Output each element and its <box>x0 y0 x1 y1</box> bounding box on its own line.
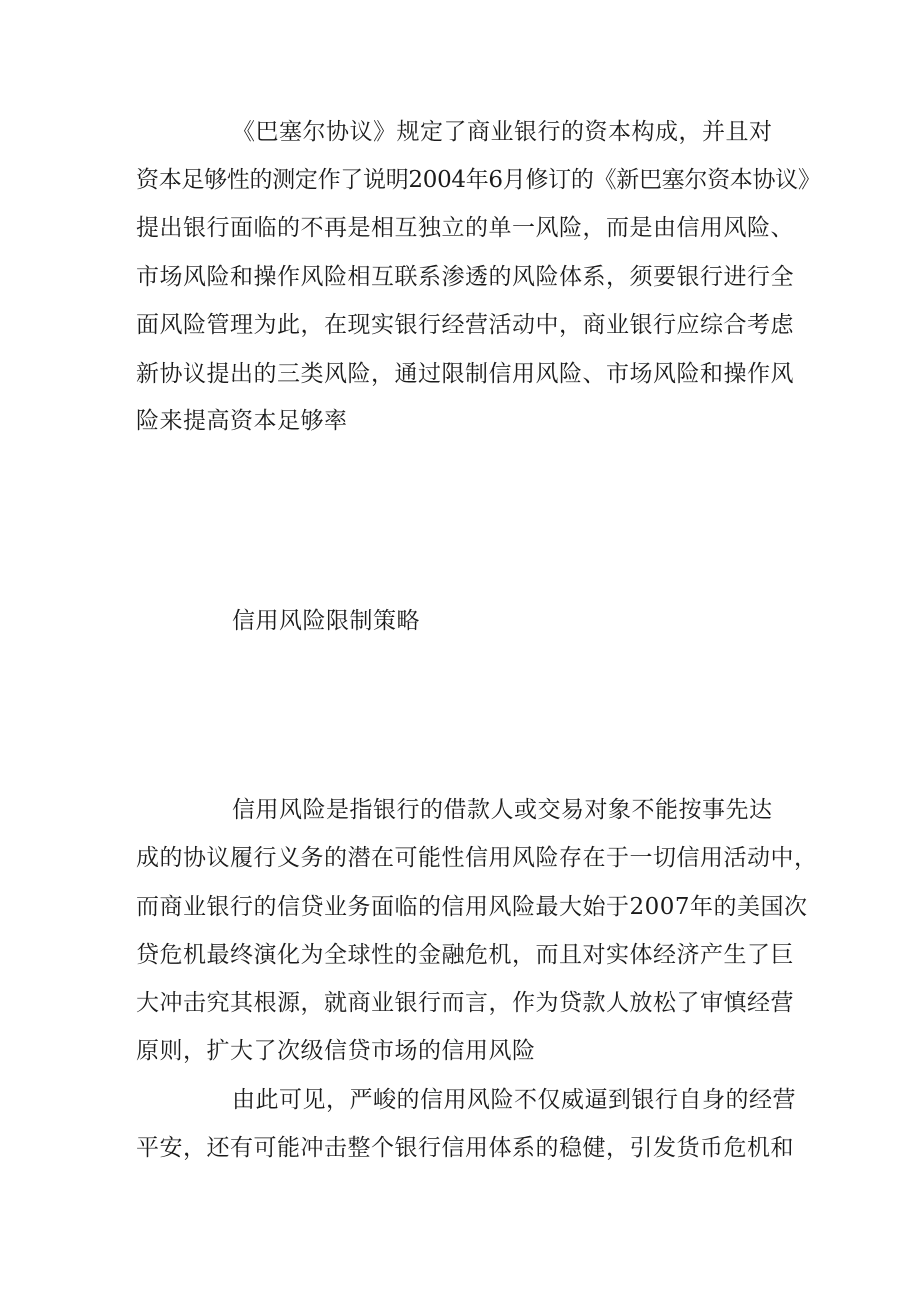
paragraph-line: 信用风险是指银行的借款人或交易对象不能按事先达 <box>232 797 773 823</box>
paragraph-line: 新协议提出的三类风险，通过限制信用风险、市场风险和操作风 <box>136 361 794 387</box>
section-heading: 信用风险限制策略 <box>232 608 420 634</box>
paragraph-line: 平安，还有可能冲击整个银行信用体系的稳健，引发货币危机和 <box>136 1135 794 1161</box>
paragraph-line: 成的协议履行义务的潜在可能性信用风险存在于一切信用活动中， <box>136 845 818 871</box>
paragraph-line: 面风险管理为此，在现实银行经营活动中，商业银行应综合考虑 <box>136 312 794 338</box>
paragraph-line: 由此可见，严峻的信用风险不仅威逼到银行自身的经营 <box>232 1087 796 1113</box>
paragraph-line: 资本足够性的测定作了说明2004年6月修订的《新巴塞尔资本协议》 <box>136 167 821 193</box>
paragraph-line: 原则，扩大了次级信贷市场的信用风险 <box>136 1038 536 1064</box>
paragraph-line: 大冲击究其根源，就商业银行而言，作为贷款人放松了审慎经营 <box>136 990 794 1016</box>
paragraph-line: 险来提高资本足够率 <box>136 408 348 434</box>
paragraph-line: 提出银行面临的不再是相互独立的单一风险，而是由信用风险、 <box>136 215 794 241</box>
paragraph-line: 市场风险和操作风险相互联系渗透的风险体系，须要银行进行全 <box>136 264 794 290</box>
paragraph-line: 而商业银行的信贷业务面临的信用风险最大始于2007年的美国次 <box>136 894 808 920</box>
paragraph-line: 《巴塞尔协议》规定了商业银行的资本构成，并且对 <box>232 119 773 145</box>
paragraph-line: 贷危机最终演化为全球性的金融危机，而且对实体经济产生了巨 <box>136 942 794 968</box>
